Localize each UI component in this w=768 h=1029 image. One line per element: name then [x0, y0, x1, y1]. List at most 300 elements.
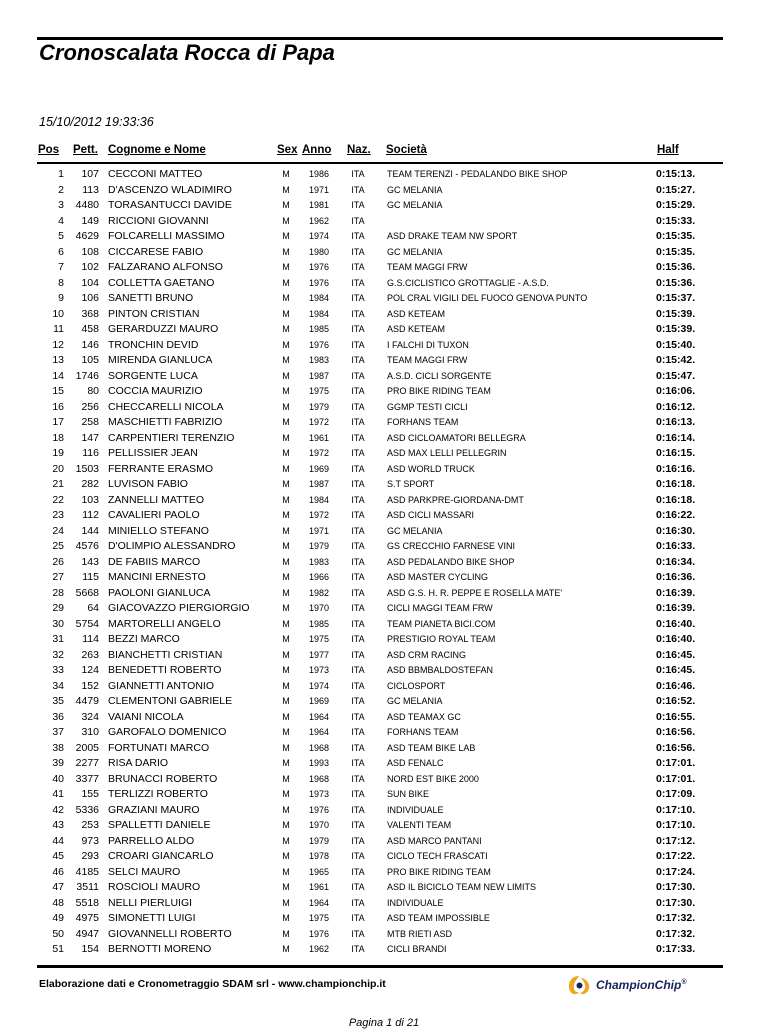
- cell-anno: 1993: [308, 758, 330, 768]
- cell-anno: 1976: [308, 339, 330, 350]
- table-row: [0, 228, 768, 244]
- cell-anno: 1974: [308, 680, 330, 691]
- cell-societa: ASD TEAM BIKE LAB: [387, 742, 476, 753]
- cell-naz: ITA: [351, 262, 365, 272]
- cell-societa: ASD MARCO PANTANI: [387, 835, 482, 846]
- cell-name: MANCINI ERNESTO: [108, 571, 206, 583]
- cell-pos: 40: [52, 772, 64, 785]
- cell-anno: 1969: [308, 463, 330, 474]
- cell-sex: M: [282, 913, 290, 923]
- cell-half: 0:16:18.: [656, 478, 696, 490]
- cell-sex: M: [282, 262, 290, 272]
- cell-sex: M: [282, 417, 290, 427]
- cell-pett: 105: [81, 354, 99, 366]
- cell-half: 0:16:46.: [656, 679, 696, 692]
- cell-anno: 1985: [308, 618, 330, 629]
- table-row: [0, 414, 768, 430]
- cell-pett: 102: [81, 261, 99, 273]
- cell-naz: ITA: [351, 432, 365, 443]
- cell-societa: ASD KETEAM: [387, 324, 446, 334]
- cell-name: MIRENDA GIANLUCA: [108, 354, 213, 366]
- bottom-rule: [37, 965, 723, 968]
- table-row: [0, 678, 768, 694]
- cell-pos: 7: [58, 261, 64, 273]
- cell-sex: M: [282, 231, 290, 241]
- cell-sex: M: [282, 680, 290, 691]
- header-rule: [37, 162, 723, 164]
- cell-societa: ASD FENALC: [387, 758, 444, 768]
- cell-naz: ITA: [351, 603, 365, 613]
- championchip-logo: [566, 974, 687, 996]
- cell-naz: ITA: [351, 339, 365, 350]
- cell-name: BIANCHETTI CRISTIAN: [108, 648, 223, 661]
- cell-name: GRAZIANI MAURO: [108, 803, 200, 816]
- cell-naz: ITA: [351, 913, 365, 923]
- cell-societa: PRESTIGIO ROYAL TEAM: [387, 634, 496, 644]
- cell-societa: ASD CICLI MASSARI: [387, 510, 475, 520]
- cell-name: BENEDETTI ROBERTO: [108, 664, 222, 676]
- table-row: [0, 290, 768, 306]
- cell-half: 0:17:30.: [656, 896, 696, 909]
- table-row: [0, 786, 768, 802]
- cell-pos: 18: [52, 431, 64, 444]
- cell-name: SANETTI BRUNO: [108, 292, 194, 304]
- cell-pett: 293: [81, 850, 99, 862]
- cell-half: 0:16:45.: [656, 664, 696, 676]
- cell-half: 0:17:01.: [656, 757, 696, 769]
- cell-anno: 1965: [308, 866, 330, 877]
- cell-pos: 26: [52, 555, 64, 568]
- cell-half: 0:16:18.: [656, 493, 696, 506]
- cell-name: SORGENTE LUCA: [108, 369, 198, 382]
- cell-pos: 29: [52, 602, 64, 614]
- cell-pett: 4185: [75, 865, 99, 878]
- table-row: [0, 182, 768, 198]
- cell-societa: FORHANS TEAM: [387, 727, 459, 737]
- cell-societa: TEAM PIANETA BICI.COM: [387, 618, 496, 629]
- cell-pett: 108: [81, 245, 99, 258]
- cell-pos: 37: [52, 726, 64, 738]
- table-row: [0, 445, 768, 461]
- cell-anno: 1984: [308, 293, 330, 303]
- cell-naz: ITA: [351, 169, 365, 179]
- table-row: [0, 523, 768, 539]
- cell-naz: ITA: [351, 804, 365, 815]
- cell-pett: 147: [81, 431, 99, 444]
- cell-sex: M: [282, 448, 290, 458]
- cell-sex: M: [282, 525, 290, 536]
- cell-name: GAROFALO DOMENICO: [108, 726, 227, 738]
- cell-pett: 258: [81, 416, 99, 428]
- cell-naz: ITA: [351, 835, 365, 846]
- cell-societa: GS CRECCHIO FARNESE VINI: [387, 541, 516, 551]
- cell-anno: 1961: [308, 432, 330, 443]
- cell-half: 0:15:35.: [656, 230, 696, 242]
- cell-name: CECCONI MATTEO: [108, 168, 203, 180]
- cell-name: ZANNELLI MATTEO: [108, 493, 205, 506]
- cell-anno: 1981: [308, 200, 330, 210]
- table-row: [0, 895, 768, 911]
- cell-pett: 253: [81, 819, 99, 831]
- cell-sex: M: [282, 293, 290, 303]
- cell-anno: 1975: [308, 913, 330, 923]
- cell-societa: GC MELANIA: [387, 525, 443, 536]
- cell-pos: 12: [52, 338, 64, 351]
- table-row: [0, 554, 768, 570]
- cell-half: 0:16:30.: [656, 524, 696, 537]
- cell-pett: 4480: [75, 199, 99, 211]
- cell-half: 0:15:36.: [656, 276, 696, 289]
- cell-sex: M: [282, 184, 290, 195]
- cell-anno: 1979: [308, 401, 330, 412]
- cell-societa: INDIVIDUALE: [387, 804, 444, 815]
- cell-name: PELLISSIER JEAN: [108, 447, 198, 459]
- cell-pos: 41: [52, 788, 64, 800]
- cell-pett: 4629: [75, 230, 99, 242]
- cell-sex: M: [282, 510, 290, 520]
- cell-half: 0:16:06.: [656, 385, 696, 397]
- cell-pett: 3377: [75, 772, 99, 785]
- cell-anno: 1976: [308, 928, 330, 939]
- cell-sex: M: [282, 215, 290, 226]
- table-row: [0, 771, 768, 787]
- cell-naz: ITA: [351, 494, 365, 505]
- cell-anno: 1979: [308, 835, 330, 846]
- cell-pos: 38: [52, 741, 64, 754]
- cell-naz: ITA: [351, 324, 365, 334]
- cell-name: TRONCHIN DEVID: [108, 338, 199, 351]
- cell-anno: 1975: [308, 386, 330, 396]
- cell-naz: ITA: [351, 572, 365, 582]
- cell-pos: 49: [52, 912, 64, 924]
- cell-societa: ASD IL BICICLO TEAM NEW LIMITS: [387, 882, 537, 892]
- cell-pett: 115: [82, 571, 99, 583]
- results-table: [0, 166, 768, 957]
- cell-pos: 22: [52, 493, 64, 506]
- table-row: [0, 569, 768, 585]
- cell-anno: 1973: [308, 789, 330, 799]
- table-row: [0, 693, 768, 709]
- cell-sex: M: [282, 200, 290, 210]
- cell-name: TORASANTUCCI DAVIDE: [108, 199, 232, 211]
- cell-anno: 1976: [308, 277, 330, 288]
- cell-name: CHECCARELLI NICOLA: [108, 400, 224, 413]
- cell-pos: 19: [52, 447, 64, 459]
- cell-naz: ITA: [351, 789, 365, 799]
- cell-pos: 16: [52, 400, 64, 413]
- cell-pos: 31: [52, 633, 64, 645]
- cell-anno: 1978: [308, 851, 330, 861]
- cell-sex: M: [282, 324, 290, 334]
- table-row: [0, 755, 768, 771]
- cell-pos: 15: [52, 385, 64, 397]
- cell-sex: M: [282, 742, 290, 753]
- cell-name: SPALLETTI DANIELE: [108, 819, 211, 831]
- cell-sex: M: [282, 696, 290, 706]
- cell-societa: GGMP TESTI CICLI: [387, 401, 468, 412]
- cell-half: 0:15:35.: [656, 245, 696, 258]
- cell-societa: ASD CICLOAMATORI BELLEGRA: [387, 432, 526, 443]
- cell-naz: ITA: [351, 184, 365, 195]
- col-header-sex: Sex: [277, 144, 298, 156]
- cell-half: 0:17:30.: [656, 881, 696, 893]
- cell-sex: M: [282, 711, 290, 722]
- cell-societa: PRO BIKE RIDING TEAM: [387, 866, 491, 877]
- cell-anno: 1968: [308, 773, 330, 784]
- cell-pett: 3511: [76, 881, 99, 893]
- cell-half: 0:16:16.: [656, 462, 696, 475]
- table-row: [0, 662, 768, 678]
- cell-naz: ITA: [351, 897, 365, 908]
- cell-half: 0:16:36.: [656, 571, 696, 583]
- cell-anno: 1985: [308, 324, 330, 334]
- cell-societa: ASD WORLD TRUCK: [387, 463, 475, 474]
- cell-anno: 1970: [308, 820, 330, 830]
- cell-name: SELCI MAURO: [108, 865, 181, 878]
- cell-societa: A.S.D. CICLI SORGENTE: [387, 370, 492, 381]
- cell-naz: ITA: [351, 308, 365, 319]
- cell-anno: 1961: [308, 882, 330, 892]
- cell-societa: TEAM MAGGI FRW: [387, 262, 468, 272]
- cell-name: FORTUNATI MARCO: [108, 741, 210, 754]
- cell-anno: 1962: [308, 215, 330, 226]
- col-header-anno: Anno: [302, 144, 332, 156]
- cell-societa: I FALCHI DI TUXON: [387, 339, 469, 350]
- cell-sex: M: [282, 665, 290, 675]
- cell-name: PINTON CRISTIAN: [108, 307, 200, 320]
- cell-societa: NORD EST BIKE 2000: [387, 773, 479, 784]
- cell-societa: ASD DRAKE TEAM NW SPORT: [387, 231, 518, 241]
- cell-half: 0:16:39.: [656, 602, 696, 614]
- cell-half: 0:16:14.: [656, 431, 696, 444]
- cell-naz: ITA: [351, 277, 365, 288]
- cell-naz: ITA: [351, 696, 365, 706]
- cell-pos: 39: [52, 757, 64, 769]
- table-row: [0, 740, 768, 756]
- cell-sex: M: [282, 339, 290, 350]
- cell-anno: 1973: [308, 665, 330, 675]
- cell-anno: 1964: [308, 897, 330, 908]
- cell-pett: 80: [87, 385, 99, 397]
- col-header-pos: Pos: [38, 144, 60, 156]
- cell-name: RISA DARIO: [108, 757, 169, 769]
- cell-name: GIOVANNELLI ROBERTO: [108, 927, 232, 940]
- cell-anno: 1977: [308, 649, 330, 660]
- cell-half: 0:15:42.: [656, 354, 696, 366]
- cell-pett: 5754: [75, 617, 99, 630]
- cell-name: CAVALIERI PAOLO: [108, 509, 200, 521]
- cell-name: CLEMENTONI GABRIELE: [108, 695, 233, 707]
- cell-sex: M: [282, 897, 290, 908]
- cell-half: 0:16:40.: [656, 617, 696, 630]
- cell-pos: 23: [52, 509, 64, 521]
- cell-anno: 1987: [308, 479, 330, 489]
- cell-pos: 11: [53, 323, 64, 335]
- cell-sex: M: [282, 649, 290, 660]
- cell-half: 0:16:33.: [656, 540, 696, 552]
- table-row: [0, 709, 768, 725]
- cell-pos: 4: [58, 214, 64, 227]
- cell-sex: M: [282, 432, 290, 443]
- cell-half: 0:17:32.: [656, 927, 696, 940]
- table-row: [0, 879, 768, 895]
- cell-pos: 47: [52, 881, 64, 893]
- table-row: [0, 383, 768, 399]
- cell-half: 0:17:10.: [656, 819, 696, 831]
- cell-pett: 106: [81, 292, 99, 304]
- cell-sex: M: [282, 246, 290, 257]
- cell-pos: 30: [52, 617, 64, 630]
- cell-pos: 9: [58, 292, 64, 304]
- championchip-logo-icon: [566, 974, 592, 996]
- cell-naz: ITA: [351, 479, 365, 489]
- cell-half: 0:16:22.: [656, 509, 696, 521]
- cell-anno: 1974: [308, 231, 330, 241]
- cell-naz: ITA: [351, 448, 365, 458]
- cell-pett: 4947: [75, 927, 99, 940]
- cell-sex: M: [282, 277, 290, 288]
- cell-pett: 2005: [75, 741, 99, 754]
- cell-anno: 1984: [308, 308, 330, 319]
- cell-pos: 44: [52, 834, 64, 847]
- cell-pos: 20: [52, 462, 64, 475]
- cell-naz: ITA: [351, 665, 365, 675]
- cell-societa: TEAM TERENZI - PEDALANDO BIKE SHOP: [387, 169, 568, 179]
- cell-half: 0:16:15.: [656, 447, 696, 459]
- cell-half: 0:16:34.: [656, 555, 696, 568]
- cell-pos: 32: [52, 648, 64, 661]
- cell-pos: 2: [58, 183, 64, 196]
- cell-societa: GC MELANIA: [387, 200, 443, 210]
- cell-pett: 282: [81, 478, 99, 490]
- table-row: [0, 197, 768, 213]
- cell-half: 0:17:09.: [656, 788, 696, 800]
- cell-pett: 1746: [75, 369, 99, 382]
- championchip-logo-text: ChampionChip®: [596, 978, 687, 992]
- table-row: [0, 585, 768, 601]
- cell-anno: 1984: [308, 494, 330, 505]
- cell-half: 0:17:22.: [656, 850, 696, 862]
- cell-anno: 1983: [308, 556, 330, 567]
- cell-naz: ITA: [351, 820, 365, 830]
- table-row: [0, 538, 768, 554]
- cell-half: 0:16:56.: [656, 726, 696, 738]
- cell-pett: 310: [81, 726, 99, 738]
- cell-pett: 152: [81, 679, 99, 692]
- cell-sex: M: [282, 804, 290, 815]
- cell-pos: 43: [52, 819, 64, 831]
- cell-pett: 116: [82, 447, 99, 459]
- cell-pos: 27: [52, 571, 64, 583]
- cell-pett: 149: [81, 214, 99, 227]
- cell-pett: 5518: [75, 896, 99, 909]
- cell-sex: M: [282, 603, 290, 613]
- cell-half: 0:16:55.: [656, 710, 696, 723]
- cell-anno: 1972: [308, 417, 330, 427]
- cell-anno: 1976: [308, 262, 330, 272]
- cell-sex: M: [282, 541, 290, 551]
- table-row: [0, 600, 768, 616]
- cell-naz: ITA: [351, 231, 365, 241]
- cell-societa: CICLI MAGGI TEAM FRW: [387, 603, 493, 613]
- cell-naz: ITA: [351, 293, 365, 303]
- cell-naz: ITA: [351, 649, 365, 660]
- cell-naz: ITA: [351, 556, 365, 567]
- cell-name: CARPENTIERI TERENZIO: [108, 431, 235, 444]
- cell-name: FOLCARELLI MASSIMO: [108, 230, 225, 242]
- cell-anno: 1982: [308, 587, 330, 598]
- table-row: [0, 941, 768, 957]
- cell-pett: 64: [87, 602, 99, 614]
- cell-naz: ITA: [351, 866, 365, 877]
- cell-name: ROSCIOLI MAURO: [108, 881, 201, 893]
- table-row: [0, 244, 768, 260]
- cell-sex: M: [282, 944, 290, 954]
- cell-name: COLLETTA GAETANO: [108, 276, 215, 289]
- cell-naz: ITA: [351, 463, 365, 474]
- cell-pos: 33: [52, 664, 64, 676]
- cell-sex: M: [282, 463, 290, 474]
- cell-half: 0:15:40.: [656, 338, 696, 351]
- cell-pos: 10: [52, 307, 64, 320]
- cell-pett: 4479: [75, 695, 99, 707]
- cell-sex: M: [282, 758, 290, 768]
- cell-anno: 1979: [308, 541, 330, 551]
- cell-societa: FORHANS TEAM: [387, 417, 459, 427]
- cell-pett: 4975: [75, 912, 99, 924]
- table-row: [0, 461, 768, 477]
- cell-societa: ASD MASTER CYCLING: [387, 572, 489, 582]
- cell-half: 0:16:52.: [656, 695, 696, 707]
- cell-pett: 4576: [75, 540, 99, 552]
- cell-name: NELLI PIERLUIGI: [108, 896, 193, 909]
- cell-pos: 42: [52, 803, 64, 816]
- cell-societa: ASD TEAM IMPOSSIBLE: [387, 913, 490, 923]
- cell-pett: 112: [82, 509, 99, 521]
- table-row: [0, 507, 768, 523]
- table-row: [0, 337, 768, 353]
- cell-anno: 1972: [308, 448, 330, 458]
- cell-half: 0:17:12.: [656, 834, 696, 847]
- cell-naz: ITA: [351, 634, 365, 644]
- cell-sex: M: [282, 370, 290, 381]
- cell-societa: GC MELANIA: [387, 696, 443, 706]
- cell-anno: 1970: [308, 603, 330, 613]
- cell-naz: ITA: [351, 773, 365, 784]
- cell-sex: M: [282, 634, 290, 644]
- cell-sex: M: [282, 494, 290, 505]
- cell-anno: 1976: [308, 804, 330, 815]
- cell-sex: M: [282, 401, 290, 412]
- cell-sex: M: [282, 556, 290, 567]
- cell-pett: 124: [81, 664, 99, 676]
- cell-pos: 25: [52, 540, 64, 552]
- cell-name: MINIELLO STEFANO: [108, 524, 209, 537]
- table-row: [0, 802, 768, 818]
- cell-anno: 1972: [308, 510, 330, 520]
- cell-pett: 5336: [75, 803, 99, 816]
- cell-sex: M: [282, 820, 290, 830]
- cell-naz: ITA: [351, 758, 365, 768]
- cell-pett: 256: [81, 400, 99, 413]
- cell-name: GIACOVAZZO PIERGIORGIO: [108, 602, 250, 614]
- table-row: [0, 647, 768, 663]
- cell-naz: ITA: [351, 711, 365, 722]
- cell-name: BERNOTTI MORENO: [108, 943, 212, 955]
- cell-half: 0:16:40.: [656, 633, 696, 645]
- table-row: [0, 476, 768, 492]
- table-row: [0, 321, 768, 337]
